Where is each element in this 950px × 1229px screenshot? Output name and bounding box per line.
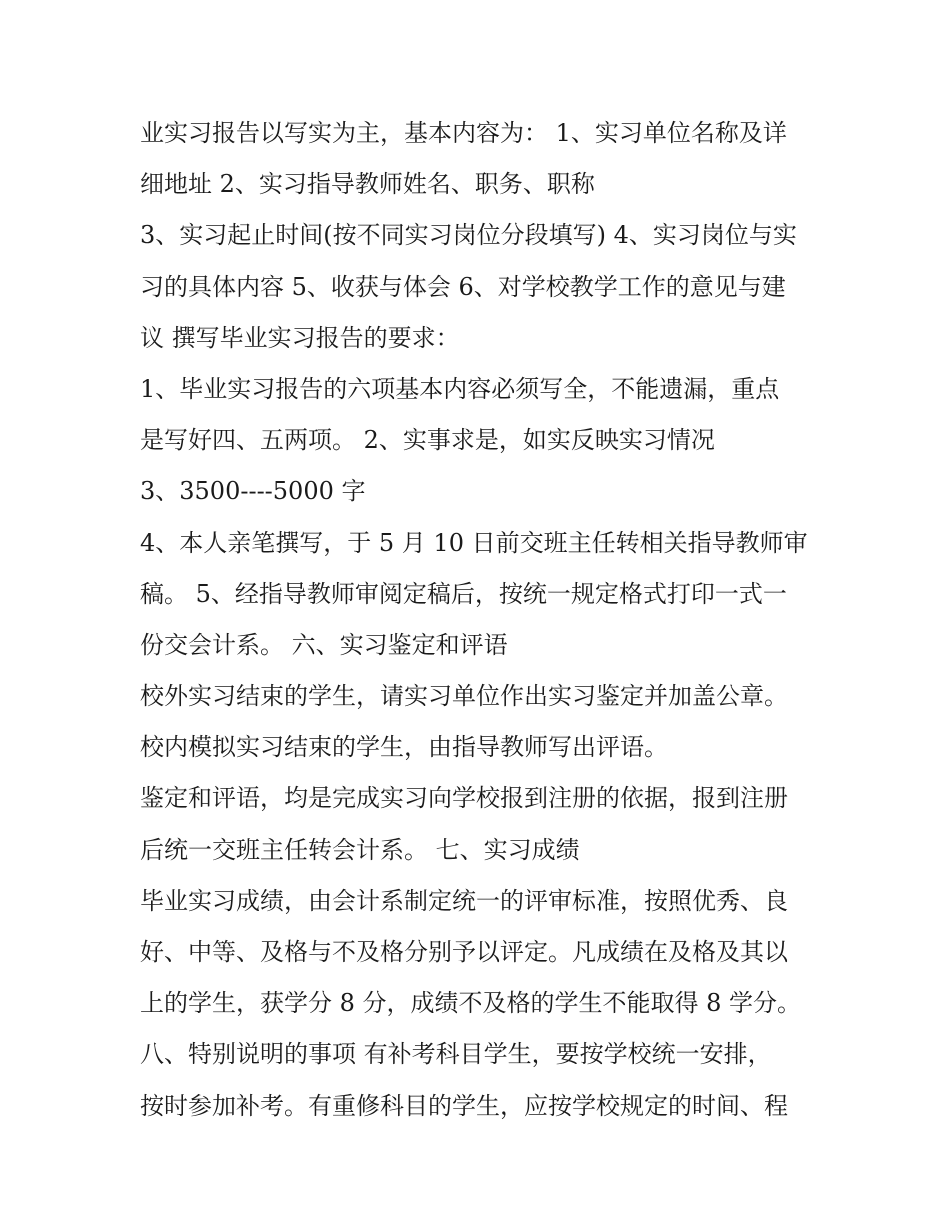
text-line: 3、实习起止时间(按不同实习岗位分段填写) 4、实习岗位与实 (140, 221, 797, 250)
text-line: 3、3500----5000 字 (140, 477, 366, 506)
text-line: 4、本人亲笔撰写，于 5 月 10 日前交班主任转相关指导教师审 (140, 528, 808, 557)
text-line: 议 撰写毕业实习报告的要求： (140, 323, 460, 352)
text-line: 好、中等、及格与不及格分别予以评定。凡成绩在及格及其以 (140, 938, 788, 966)
text-line: 按时参加补考。有重修科目的学生，应按学校规定的时间、程 (140, 1091, 788, 1120)
text-line: 业实习报告以写实为主，基本内容为： 1、实习单位名称及详 (140, 119, 787, 147)
text-line: 习的具体内容 5、收获与体会 6、对学校教学工作的意见与建 (140, 272, 786, 301)
text-line: 上的学生，获学分 8 分，成绩不及格的学生不能取得 8 学分。 (140, 989, 802, 1018)
text-line: 细地址 2、实习指导教师姓名、职务、职称 (140, 170, 595, 199)
text-line: 稿。 5、经指导教师审阅定稿后，按统一规定格式打印一式一 (140, 579, 787, 608)
document-body (140, 108, 820, 1132)
text-line: 是写好四、五两项。 2、实事求是，如实反映实习情况 (140, 426, 715, 455)
text-line: 八、特别说明的事项 有补考科目学生，要按学校统一安排， (140, 1040, 772, 1069)
text-line: 校外实习结束的学生，请实习单位作出实习鉴定并加盖公章。 (140, 682, 788, 711)
text-line: 份交会计系。 六、实习鉴定和评语 (140, 630, 508, 659)
text-line: 鉴定和评语，均是完成实习向学校报到注册的依据，报到注册 (140, 784, 788, 813)
text-line: 毕业实习成绩，由会计系制定统一的评审标准，按照优秀、良 (140, 886, 788, 915)
text-line: 后统一交班主任转会计系。 七、实习成绩 (140, 835, 580, 864)
text-line: 校内模拟实习结束的学生，由指导教师写出评语。 (140, 733, 668, 762)
text-line: 1、毕业实习报告的六项基本内容必须写全，不能遗漏，重点 (140, 374, 780, 403)
